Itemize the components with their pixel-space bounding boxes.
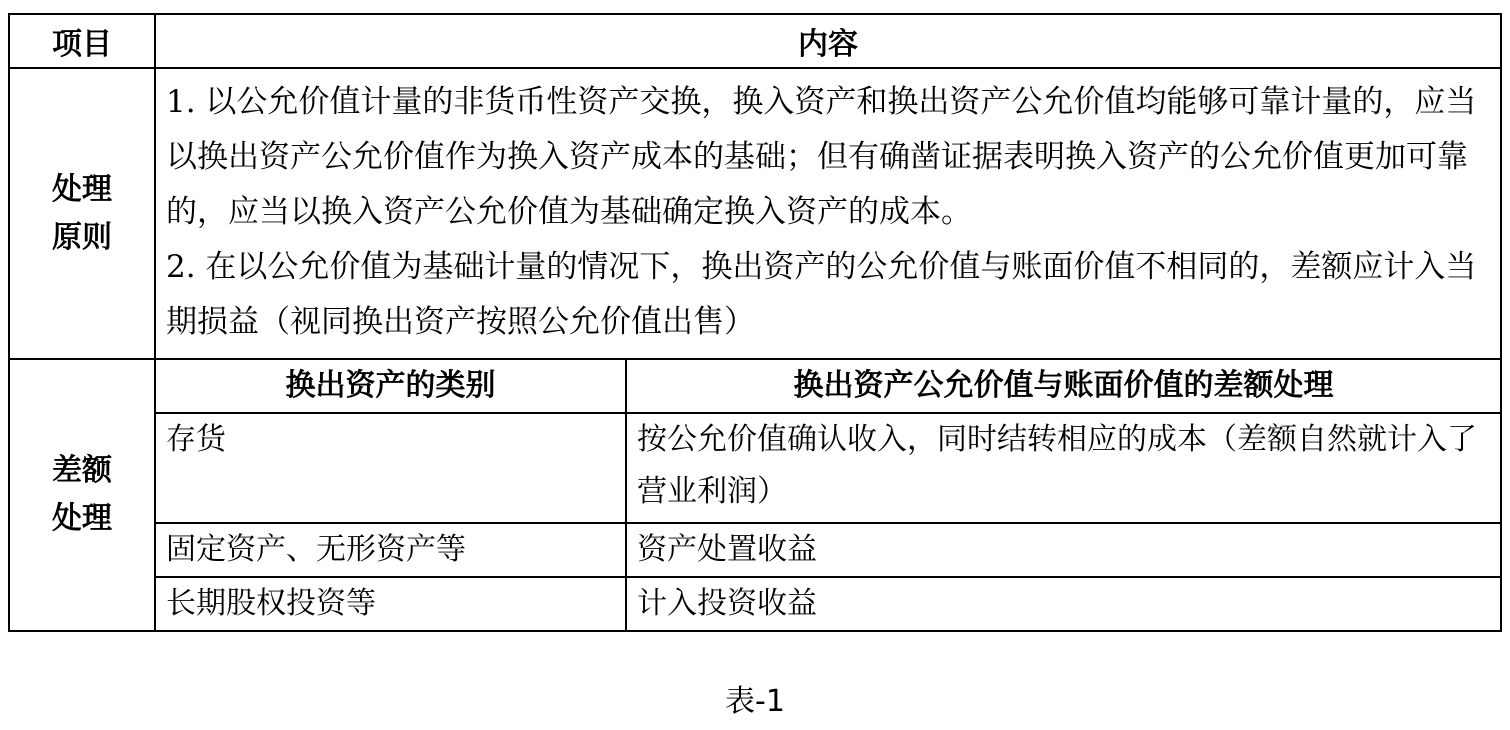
difference-label-line2: 处理 (52, 501, 112, 536)
header-content: 内容 (155, 14, 1501, 68)
principle-row (9, 68, 1501, 359)
subtable-header-category: 换出资产的类别 (156, 360, 626, 413)
principle-paragraph-1: 1. 以公允价值计量的非货币性资产交换，换入资产和换出资产公允价值均能够可靠计量的，应当以换出资产公允价值作为换入资产成本的基础；但有确凿证据表明换入资产的公允价值更加可靠的，应当以换入资产公允价值为基础确定换入资产的成本。 (166, 84, 1477, 230)
principle-label (9, 68, 155, 359)
principle-label-line1: 处理 (52, 171, 112, 207)
subtable-header-row (156, 360, 1500, 413)
table-caption: 表-1 (725, 684, 785, 719)
difference-row (9, 359, 1501, 631)
principles-table (8, 13, 1502, 632)
asset-category-cell: 固定资产、无形资产等 (156, 523, 626, 577)
subtable-header-treatment: 换出资产公允价值与账面价值的差额处理 (626, 360, 1500, 413)
table-row (156, 523, 1500, 577)
difference-label-line1: 差额 (52, 453, 112, 488)
treatment-cell: 资产处置收益 (626, 523, 1500, 577)
difference-subtable (156, 360, 1500, 630)
principle-content (155, 68, 1501, 359)
principle-paragraph-2: 2. 在以公允价值为基础计量的情况下，换出资产的公允价值与账面价值不相同的，差额应计入当期损益（视同换出资产按照公允价值出售） (166, 249, 1477, 340)
asset-category-cell: 存货 (156, 413, 626, 523)
table-row (156, 413, 1500, 523)
treatment-cell: 按公允价值确认收入，同时结转相应的成本（差额自然就计入了营业利润） (626, 413, 1500, 523)
table-row (156, 577, 1500, 630)
difference-content (155, 359, 1501, 631)
header-item: 项目 (9, 14, 155, 68)
principle-label-line2: 原则 (52, 219, 112, 255)
difference-label (9, 359, 155, 631)
treatment-cell: 计入投资收益 (626, 577, 1500, 630)
table-header-row (9, 14, 1501, 68)
asset-category-cell: 长期股权投资等 (156, 577, 626, 630)
